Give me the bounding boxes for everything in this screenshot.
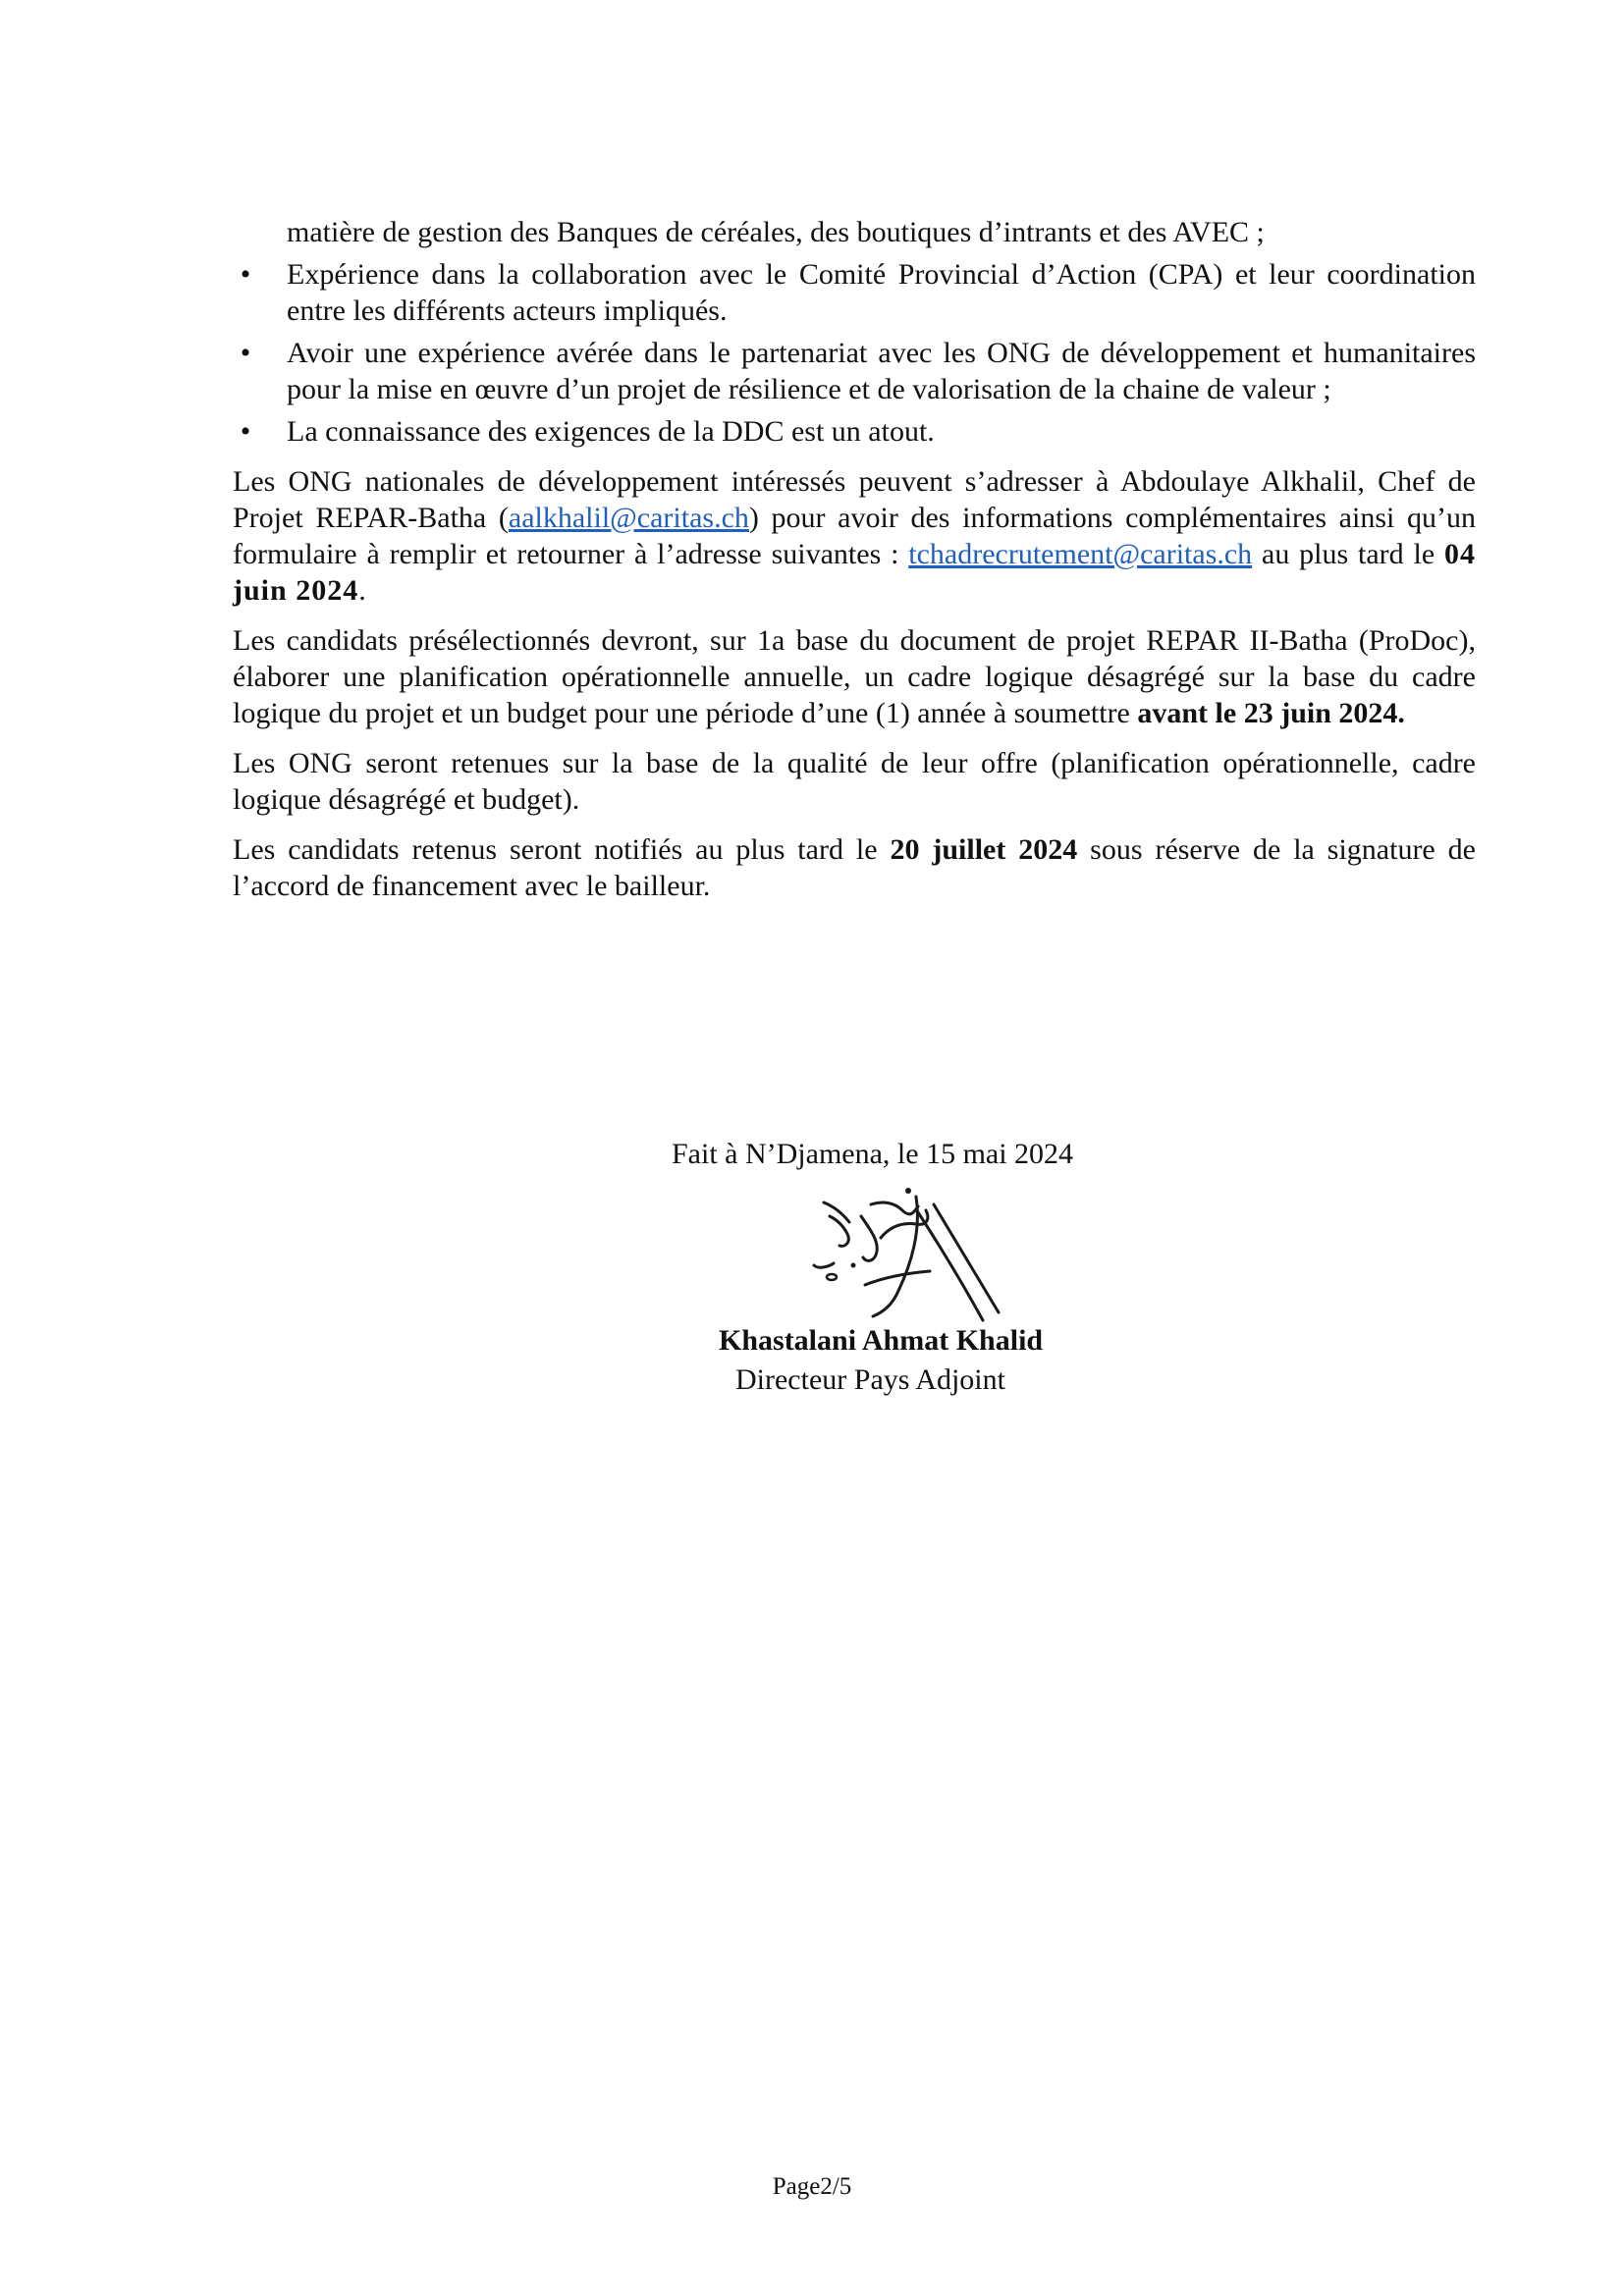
notification-text-1: Les candidats retenus seront notifiés au plus tard le — [233, 833, 891, 866]
application-deadline: 04 juin 2024 — [233, 538, 1476, 607]
bullet-item — [233, 335, 1476, 407]
contact-text-1: Les ONG nationales de développement intéressés peuvent s’adresser à Abdoulaye Alkhalil, Chef de Projet REPAR-Batha ( — [233, 465, 1476, 534]
preselection-paragraph — [233, 622, 1476, 731]
contact-paragraph — [233, 463, 1476, 609]
bullet-text: Avoir une expérience avérée dans le partenariat avec les ONG de développement et humanitaires pour la mise en œuvre d’un projet de résilience et de valorisation de la chaine de valeur ; — [287, 337, 1476, 405]
contact-text-2: ) pour avoir des informations complémentaires ainsi qu’un formulaire à remplir et retourner à l’adresse suivantes : — [233, 502, 1476, 570]
contact-text-4: . — [358, 574, 366, 607]
recruitment-email-link[interactable]: tchadrecrutement@caritas.ch — [908, 538, 1253, 570]
bullet-icon: • — [240, 337, 251, 369]
notification-text-2: sous réserve de la signature de l’accord de financement avec le bailleur. — [233, 833, 1476, 902]
project-lead-email-link[interactable]: aalkhalil@caritas.ch — [508, 502, 749, 534]
submission-deadline: avant le 23 juin 2024. — [1137, 697, 1405, 729]
preselection-text: Les candidats présélectionnés devront, sur 1a base du document de projet REPAR II-Batha (ProDoc), élaborer une planification opérationnelle annuelle, un cadre logique désagrégé sur la base du cadre logique du projet et un budget pour une période d’une (1) année à soumettre — [233, 624, 1476, 729]
handwritten-signature — [800, 1183, 1056, 1330]
bullet-item — [233, 413, 1476, 450]
bullet-item — [233, 256, 1476, 329]
signer-title: Directeur Pays Adjoint — [735, 1363, 1005, 1396]
bullet-list — [233, 256, 1476, 450]
notification-paragraph — [233, 831, 1476, 904]
bullet-text: La connaissance des exigences de la DDC est un atout. — [287, 415, 935, 448]
document-body — [233, 214, 1476, 904]
page-number: Page2/5 — [772, 2173, 852, 2200]
continuation-line: matière de gestion des Banques de céréales, des boutiques d’intrants et des AVEC ; — [287, 216, 1265, 248]
bullet-icon: • — [240, 258, 251, 291]
bullet-text: Expérience dans la collaboration avec le Comité Provincial d’Action (CPA) et leur coordination entre les différents acteurs impliqués. — [287, 258, 1476, 327]
selection-paragraph: Les ONG seront retenues sur la base de la qualité de leur offre (planification opérationnelle, cadre logique désagrégé et budget). — [233, 747, 1476, 816]
contact-text-3: au plus tard le — [1252, 538, 1444, 570]
place-and-date: Fait à N’Djamena, le 15 mai 2024 — [672, 1138, 1074, 1170]
signer-name: Khastalani Ahmat Khalid — [719, 1324, 1044, 1357]
notification-deadline: 20 juillet 2024 — [890, 833, 1078, 866]
bullet-icon: • — [240, 415, 251, 448]
